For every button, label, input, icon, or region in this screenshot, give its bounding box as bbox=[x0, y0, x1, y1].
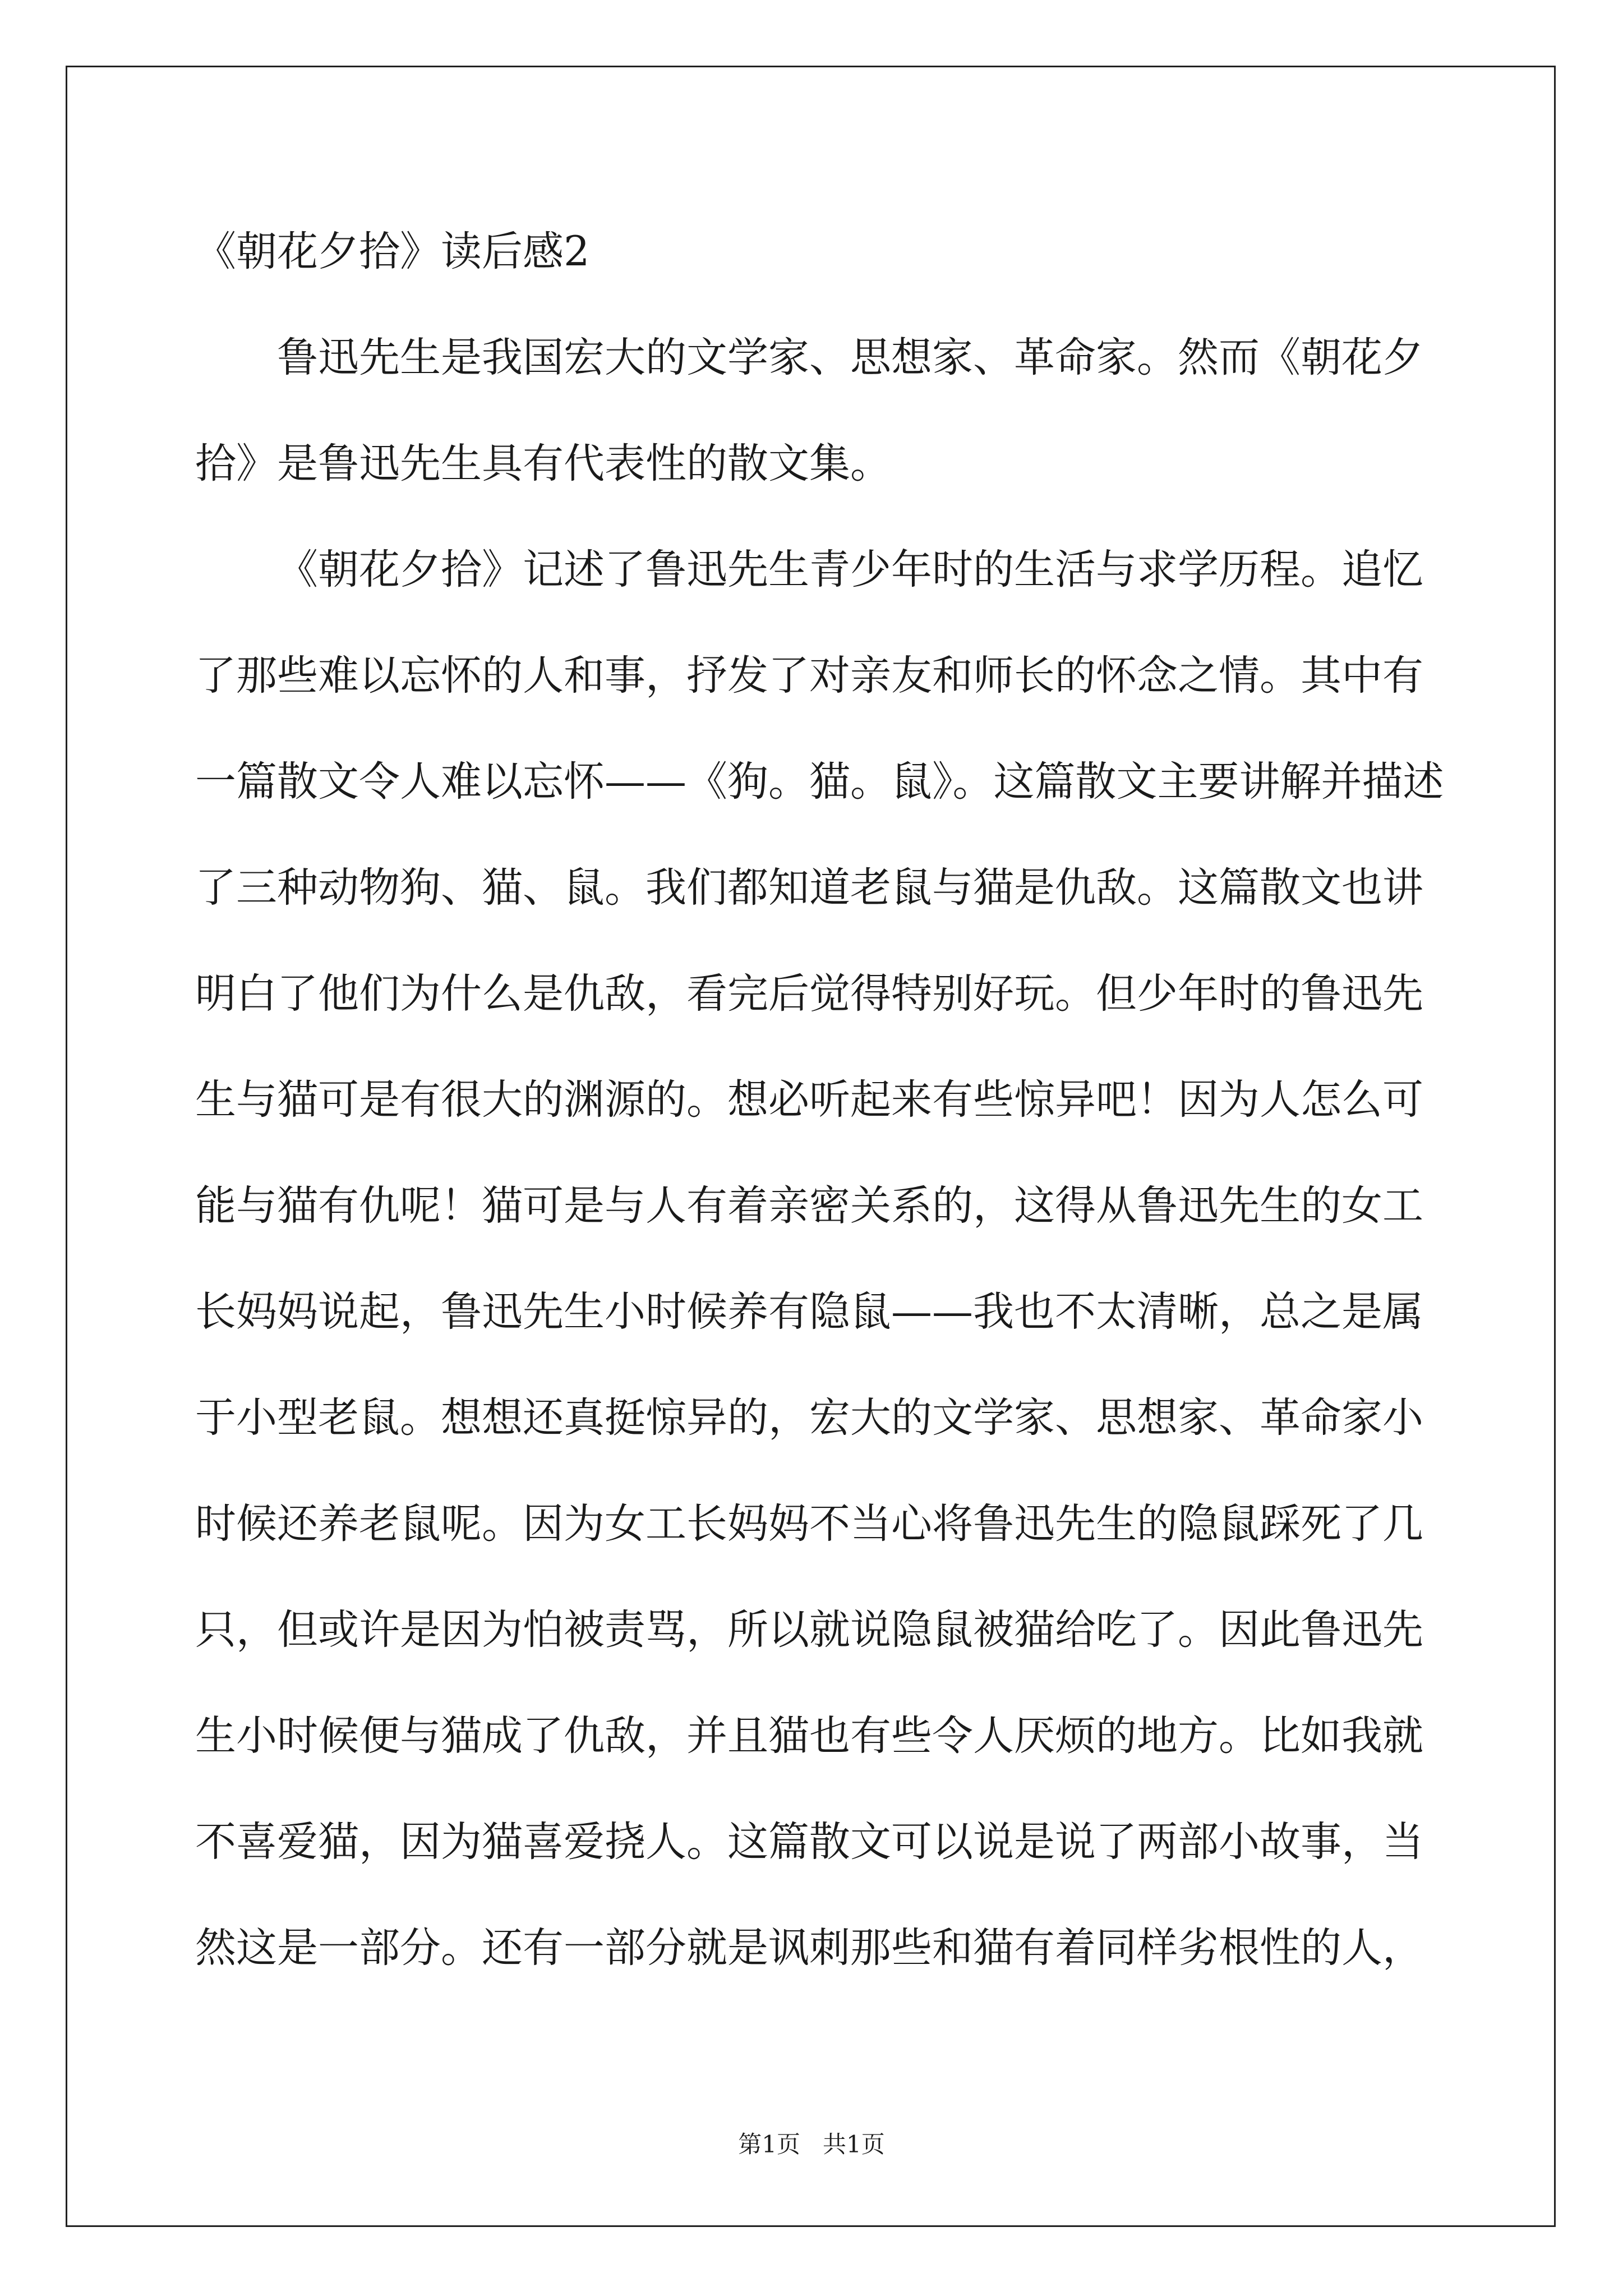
paragraph-line: 然这是一部分。还有一部分就是讽刺那些和猫有着同样劣根性的人， bbox=[195, 1924, 1423, 1972]
document-title: 《朝花夕拾》读后感2 bbox=[195, 228, 590, 275]
paragraph-line: 了三种动物狗、猫、鼠。我们都知道老鼠与猫是仇敌。这篇散文也讲 bbox=[195, 864, 1423, 912]
paragraph-1 bbox=[195, 305, 1451, 517]
paragraph-line: 拾》是鲁迅先生具有代表性的散文集。 bbox=[195, 440, 891, 487]
paragraph-line: 生与猫可是有很大的渊源的。想必听起来有些惊异吧！因为人怎么可 bbox=[195, 1076, 1423, 1124]
paragraph-line: 只，但或许是因为怕被责骂，所以就说隐鼠被猫给吃了。因此鲁迅先 bbox=[195, 1606, 1423, 1654]
paragraph-line: 《朝花夕拾》记述了鲁迅先生青少年时的生活与求学历程。追忆 bbox=[277, 546, 1423, 593]
document-body bbox=[195, 199, 1451, 2001]
paragraph-line: 能与猫有仇呢！猫可是与人有着亲密关系的，这得从鲁迅先生的女工 bbox=[195, 1182, 1423, 1230]
paragraph-line: 生小时候便与猫成了仇敌，并且猫也有些令人厌烦的地方。比如我就 bbox=[195, 1712, 1423, 1760]
paragraph-line: 了那些难以忘怀的人和事，抒发了对亲友和师长的怀念之情。其中有 bbox=[195, 652, 1423, 700]
paragraph-line: 长妈妈说起，鲁迅先生小时候养有隐鼠——我也不太清晰，总之是属 bbox=[195, 1288, 1423, 1336]
paragraph-line: 一篇散文令人难以忘怀——《狗。猫。鼠》。这篇散文主要讲解并描述 bbox=[195, 758, 1444, 806]
page-footer bbox=[0, 2129, 1623, 2160]
paragraph-line: 时候还养老鼠呢。因为女工长妈妈不当心将鲁迅先生的隐鼠踩死了几 bbox=[195, 1500, 1423, 1548]
paragraph-line: 于小型老鼠。想想还真挺惊异的，宏大的文学家、思想家、革命家小 bbox=[195, 1394, 1423, 1442]
paragraph-line: 不喜爱猫，因为猫喜爱挠人。这篇散文可以说是说了两部小故事，当 bbox=[195, 1818, 1423, 1866]
page-total-label: 共1页 bbox=[823, 2131, 885, 2158]
paragraph-line: 鲁迅先生是我国宏大的文学家、思想家、革命家。然而《朝花夕 bbox=[277, 334, 1423, 381]
paragraph-2 bbox=[195, 517, 1451, 2001]
page-number-label: 第1页 bbox=[738, 2131, 800, 2158]
paragraph-line: 明白了他们为什么是仇敌，看完后觉得特别好玩。但少年时的鲁迅先 bbox=[195, 970, 1423, 1018]
